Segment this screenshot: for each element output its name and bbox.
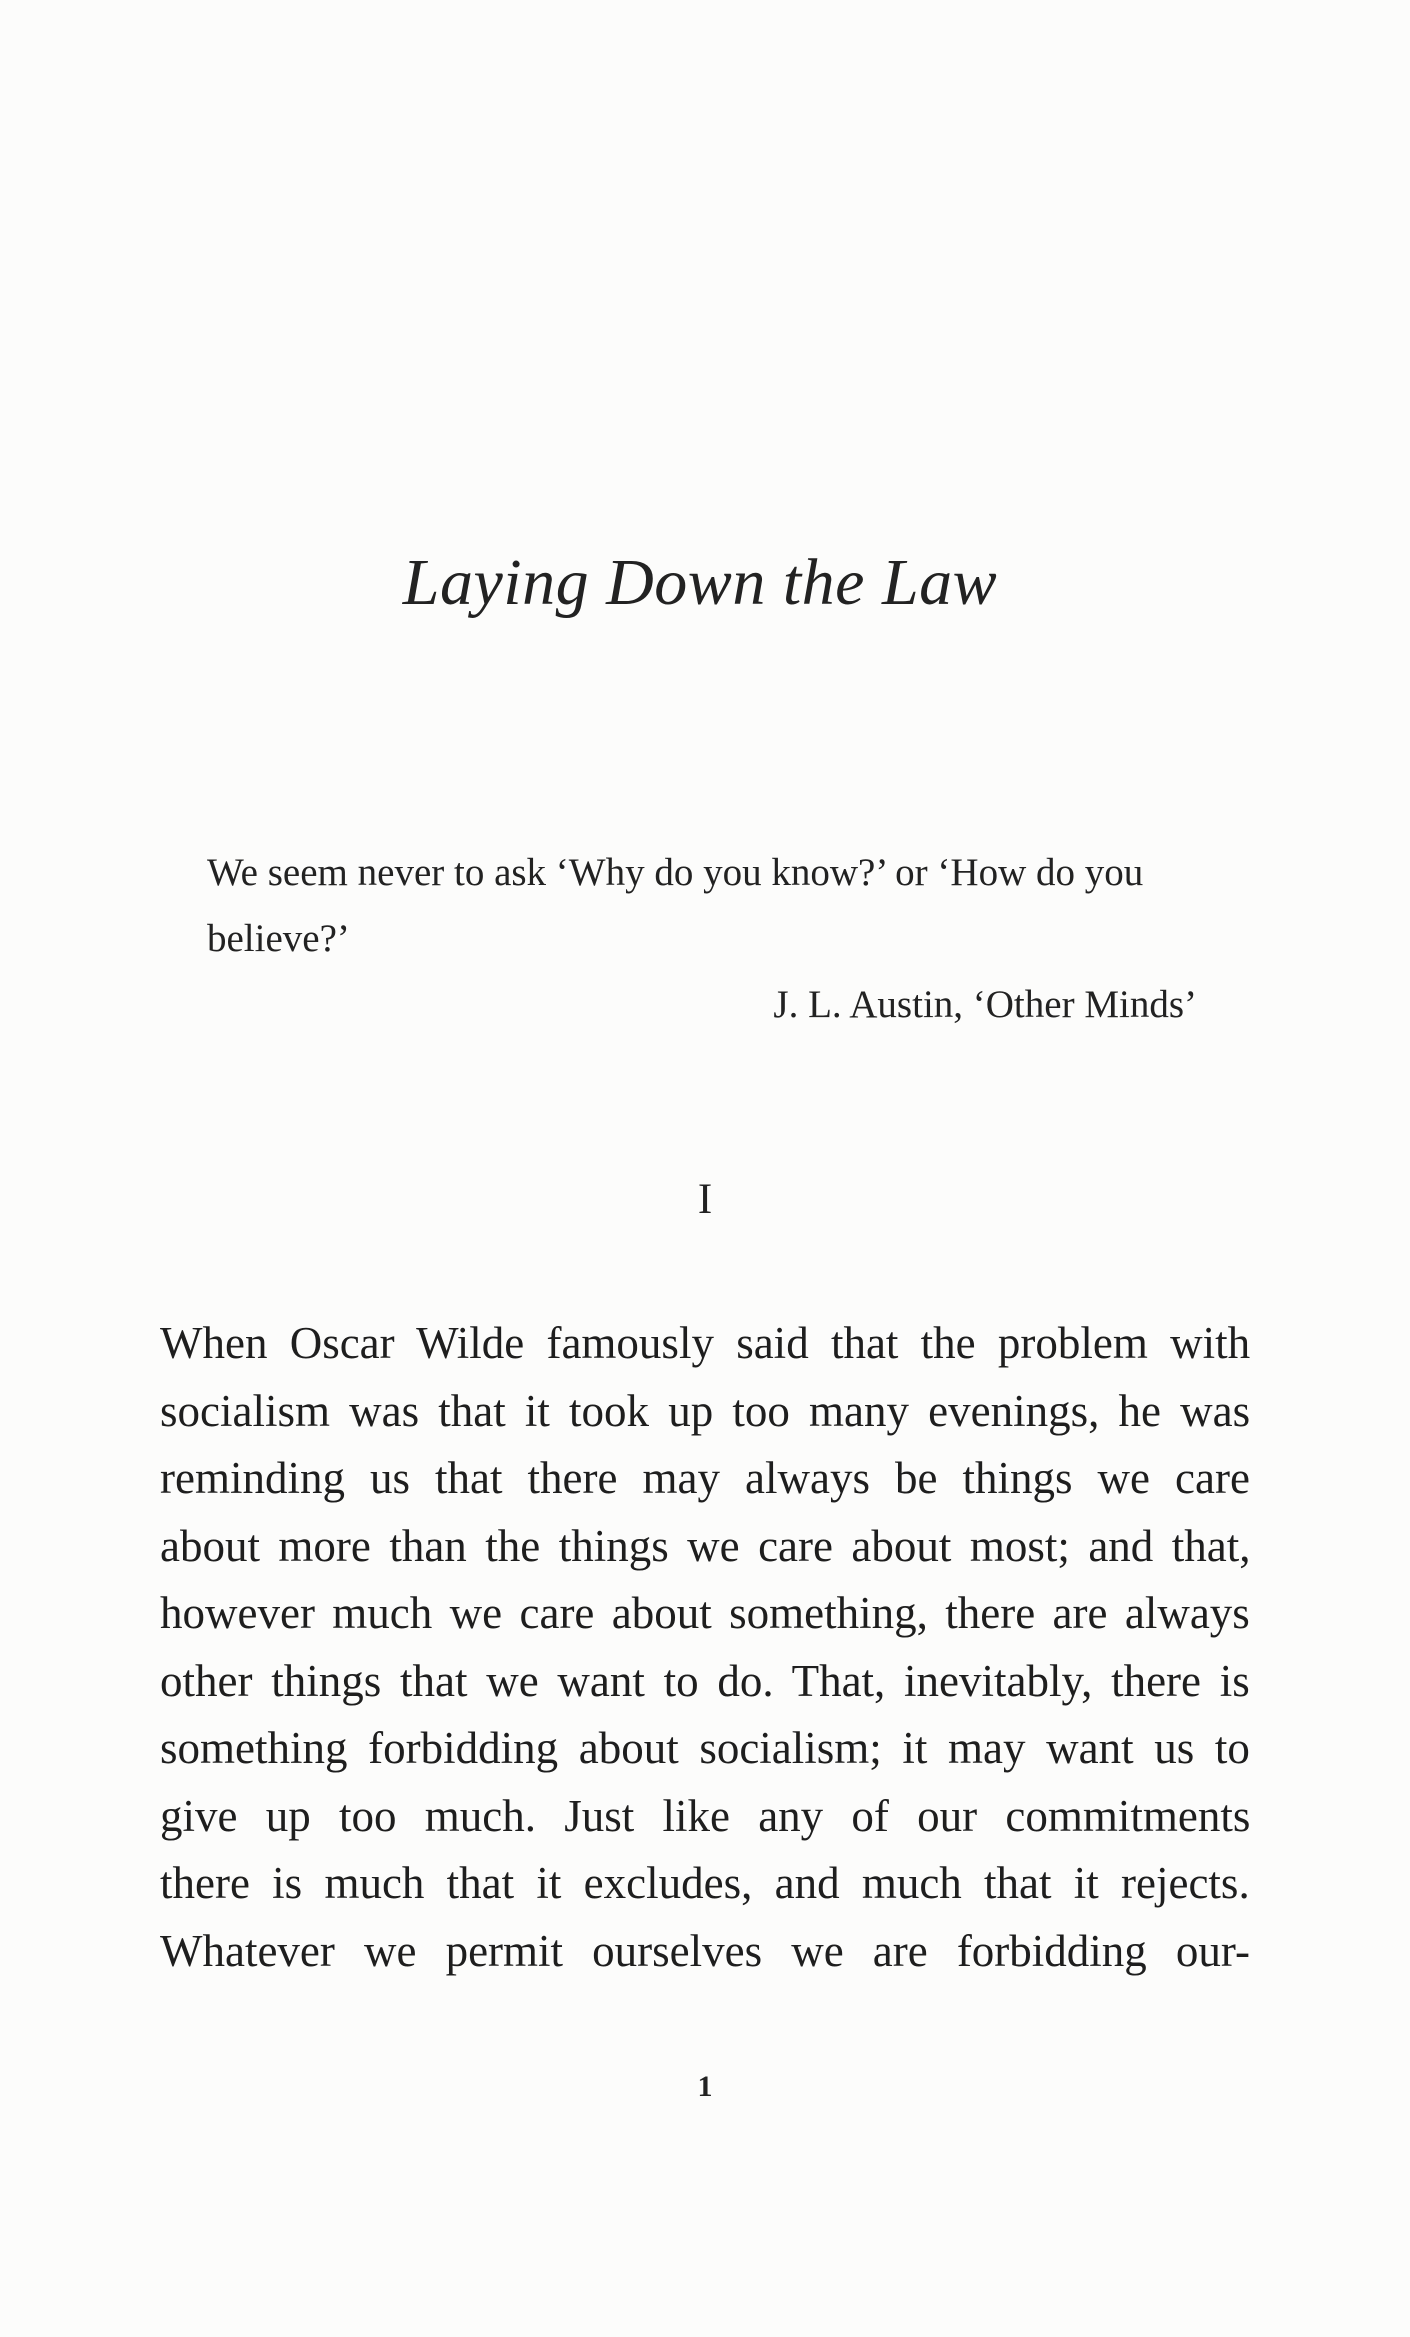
- body-line: however much we care about something, there are always: [160, 1588, 1250, 1638]
- section-number: I: [697, 1176, 713, 1223]
- chapter-title: Laying Down the Law: [402, 546, 998, 619]
- body-line: other things that we want to do. That, inevitably, there is: [160, 1655, 1250, 1706]
- body-line: about more than the things we care about most; and that,: [160, 1520, 1251, 1571]
- body-line: socialism was that it took up too many evenings, he was: [160, 1385, 1251, 1436]
- body-line: Whatever we permit ourselves we are forbidding our-: [160, 1925, 1250, 1976]
- body-line: there is much that it excludes, and much that it rejects.: [160, 1858, 1250, 1908]
- body-line: When Oscar Wilde famously said that the problem with: [160, 1318, 1251, 1368]
- body-line: give up too much. Just like any of our commitments: [160, 1790, 1251, 1841]
- epigraph-source: J. L. Austin, ‘Other Minds’: [773, 983, 1197, 1026]
- epigraph-quote: We seem never to ask ‘Why do you know?’ or ‘How do you believe?’: [207, 851, 1144, 960]
- body-line: something forbidding about socialism; it may want us to: [160, 1723, 1250, 1773]
- epigraph: [207, 840, 1197, 1038]
- page-number: 1: [697, 2070, 713, 2103]
- body-line: reminding us that there may always be things we care: [160, 1453, 1250, 1503]
- body-paragraph: [160, 1310, 1250, 1985]
